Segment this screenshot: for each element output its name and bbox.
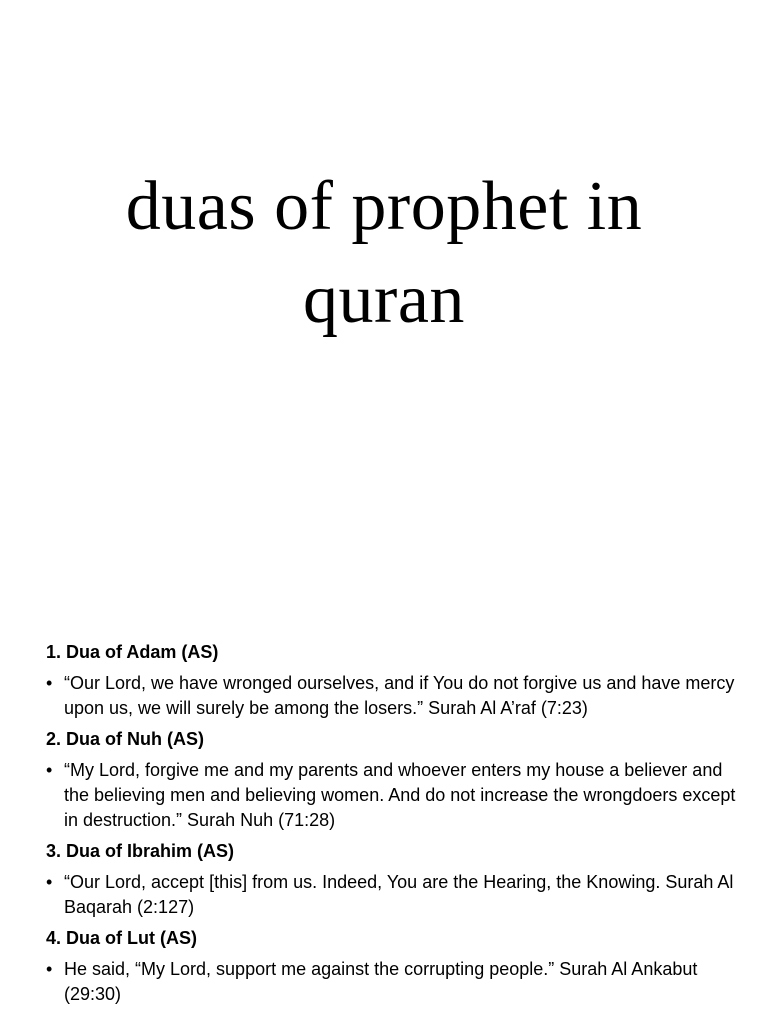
dua-text: “My Lord, forgive me and my parents and whoever enters my house a believer and the believing men and believing women. And do not increase the wrongdoers except in destruction.” Surah Nuh (71:28) [64, 760, 736, 830]
dua-bullet [46, 957, 736, 1007]
dua-text: “Our Lord, we have wronged ourselves, and if You do not forgive us and have mercy upon us, we will surely be among the losers.” Surah Al A’raf (7:23) [64, 673, 735, 718]
dua-list [46, 640, 736, 1013]
dua-entry [46, 926, 736, 1007]
dua-bullet [46, 671, 736, 721]
dua-heading: 4. Dua of Lut (AS) [46, 928, 197, 948]
bullet-icon: • [46, 959, 53, 979]
dua-bullet [46, 758, 736, 833]
bullet-icon: • [46, 760, 53, 780]
dua-entry [46, 640, 736, 721]
dua-heading: 3. Dua of Ibrahim (AS) [46, 841, 235, 861]
bullet-icon: • [46, 872, 53, 892]
dua-entry [46, 839, 736, 920]
bullet-icon: • [46, 673, 53, 693]
dua-entry [46, 727, 736, 833]
dua-text: “Our Lord, accept [this] from us. Indeed, You are the Hearing, the Knowing. Surah Al Baqarah (2:127) [64, 872, 734, 917]
dua-bullet [46, 870, 736, 920]
slide-title: duas of prophet in quran [125, 168, 643, 338]
content-slide [0, 620, 768, 1024]
dua-heading: 2. Dua of Nuh (AS) [46, 729, 204, 749]
dua-heading: 1. Dua of Adam (AS) [46, 642, 219, 662]
dua-text: He said, “My Lord, support me against the corrupting people.” Surah Al Ankabut (29:30) [64, 959, 698, 1004]
